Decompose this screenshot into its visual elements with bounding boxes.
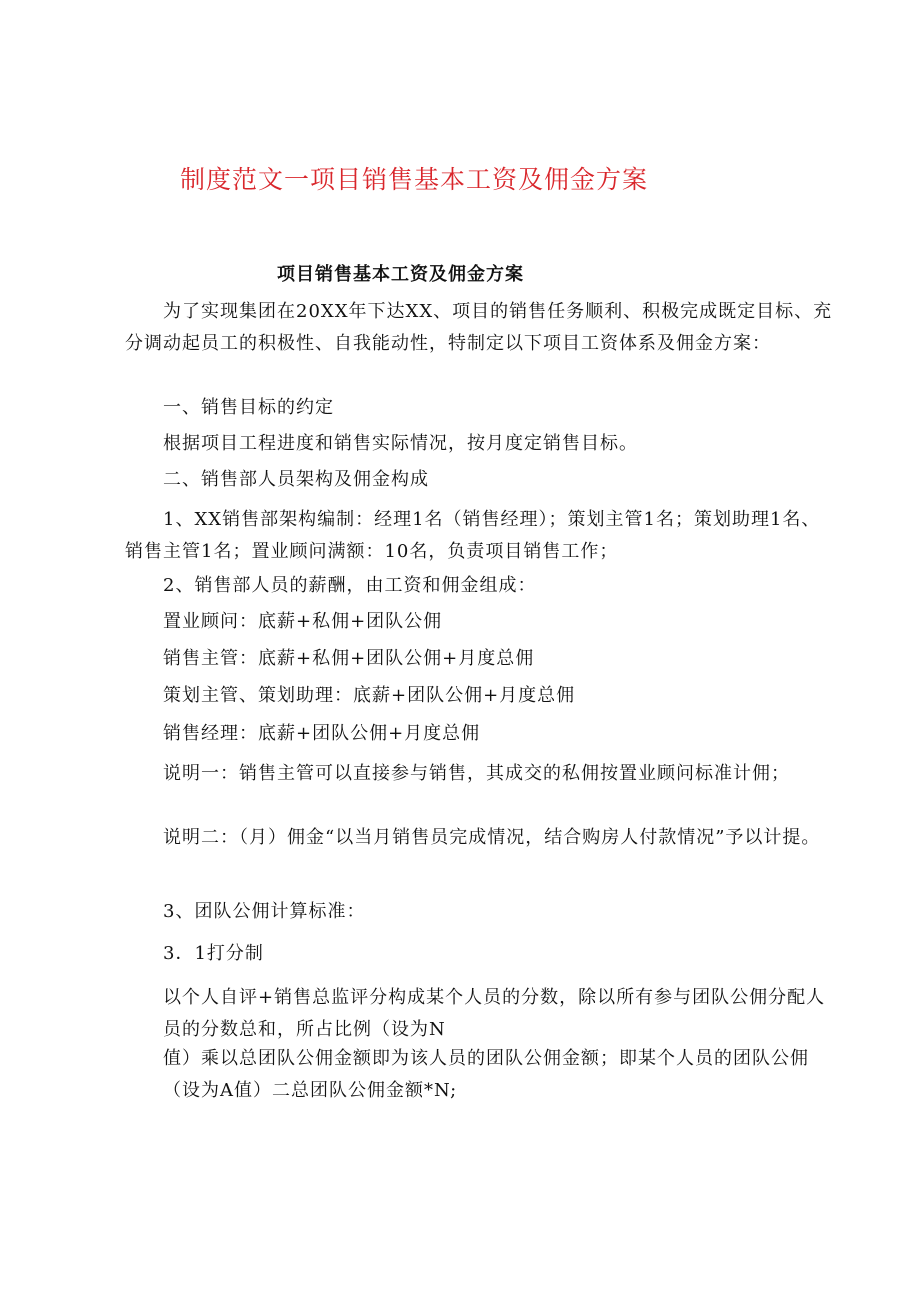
item1-paragraph: 1、XX销售部架构编制：经理1名（销售经理）；策划主管1名；策划助理1名、销售主管1名；置业顾问满额：10名，负责项目销售工作； xyxy=(125,509,821,562)
role-sales-supervisor: 销售主管：底薪+私佣+团队公佣+月度总佣 xyxy=(163,648,535,669)
section2-heading: 二、销售部人员架构及佣金构成 xyxy=(163,469,429,490)
role-consultant: 置业顾问：底薪+私佣+团队公佣 xyxy=(163,611,443,632)
item3-text: 3、团队公佣计算标准： xyxy=(163,901,366,922)
item3-1-text: 3．1打分制 xyxy=(163,943,264,964)
scoring-paragraph-2: 值）乘以总团队公佣金额即为该人员的团队公佣金额；即某个人员的团队公佣（设为A值）二总团队公佣金额*N; xyxy=(163,1048,809,1101)
scoring-paragraph-1: 以个人自评+销售总监评分构成某个人员的分数，除以所有参与团队公佣分配人员的分数总和，所占比例（设为N xyxy=(163,987,826,1040)
document-title: 制度范文一项目销售基本工资及佣金方案 xyxy=(180,165,649,194)
item2-text: 2、销售部人员的薪酬，由工资和佣金组成： xyxy=(163,575,537,596)
note1-paragraph: 说明一：销售主管可以直接参与销售，其成交的私佣按置业顾问标准计佣； xyxy=(163,763,790,784)
role-manager: 销售经理：底薪+团队公佣+月度总佣 xyxy=(163,723,481,744)
section1-text: 根据项目工程进度和销售实际情况，按月度定销售目标。 xyxy=(163,433,638,454)
intro-paragraph: 为了实现集团在20XX年下达XX、项目的销售任务顺利、积极完成既定目标、充分调动起员工的积极性、自我能动性，特制定以下项目工资体系及佣金方案： xyxy=(125,301,833,354)
note2-paragraph: 说明二：（月）佣金“以当月销售员完成情况，结合购房人付款情况”予以计提。 xyxy=(163,827,821,848)
section1-heading: 一、销售目标的约定 xyxy=(163,397,334,418)
section-title: 项目销售基本工资及佣金方案 xyxy=(277,264,524,285)
role-planning: 策划主管、策划助理：底薪+团队公佣+月度总佣 xyxy=(163,685,576,706)
